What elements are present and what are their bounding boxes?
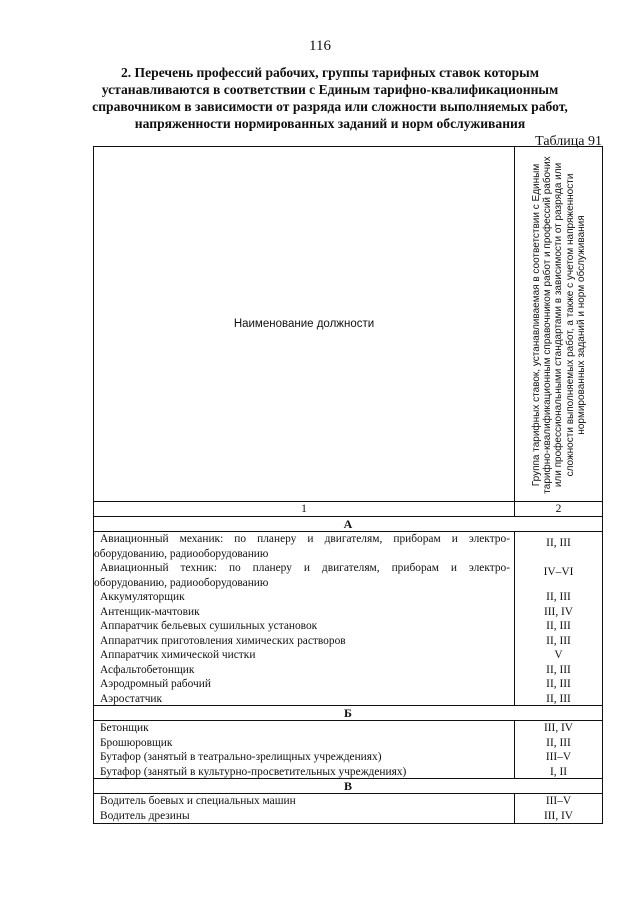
header-position-name: Наименование должности [233,318,375,330]
position-name: Бутафор (занятый в культурно-просветительных учреждениях) [100,765,407,778]
table-row [94,532,602,561]
tariff-group: II, III [514,663,602,678]
table-row [94,634,602,649]
position-name: Антенщик-мачтовик [100,605,200,618]
table-row [94,648,602,663]
tariff-group: II, III [514,590,602,605]
table-header [94,147,602,502]
table-row [94,561,602,590]
table-row [94,692,602,707]
position-name: Аккумуляторщик [100,591,185,603]
tariff-group: V [514,648,602,663]
column-number-2: 2 [514,502,602,516]
position-name: Водитель боевых и специальных машин [100,795,296,807]
table-row [94,736,602,751]
position-name: Брошюровщик [100,736,173,749]
table-row [94,765,602,780]
tariff-group: I, II [514,765,602,780]
table-caption: Таблица 91 [535,134,602,149]
tariff-group: II, III [514,736,602,751]
table-row [94,721,602,736]
header-tariff-group-cell [514,147,602,501]
tariff-group: II, III [514,619,602,634]
tariff-group: IV–VI [514,561,602,590]
position-name: Аппаратчик химической чистки [100,649,256,661]
position-name: Асфальтобетонщик [100,663,195,676]
table-row [94,794,602,809]
position-name: Бутафор (занятый в театрально-зрелищных учреждениях) [100,751,382,763]
tariff-group: III, IV [514,605,602,620]
section-letter-row: А [94,516,602,532]
tariff-group: III, IV [514,721,602,736]
column-number-1: 1 [301,503,307,515]
table-row [94,590,602,605]
position-name: Авиационный техник: по планеру и двигателям, приборам и электро-оборудованию, радиооборудованию [94,562,510,589]
header-tariff-group: Группа тарифных ставок, устанавливаемая в соответствии с Единым тарифно-квалификационным справочником работ и профессий рабочих или профессиональными стандартами в зависимости от разряда или сложности выполняемых работ, а также с учетом напряженности нормированных заданий и норм обслуживания [530,156,587,494]
document-heading: 2. Перечень профессий рабочих, группы тарифных ставок которым устанавливаются в соответствии с Единым тарифно-квалификационным справочником в зависимости от разряда или сложности выполняемых работ, напряженности нормированных заданий и норм обслуживания [92,65,568,131]
tariff-group: II, III [514,692,602,707]
position-name: Авиационный механик: по планеру и двигателям, приборам и электро-оборудованию, радиооборудованию [94,533,510,560]
position-name: Водитель дрезины [100,809,190,822]
position-name: Аэростатчик [100,692,163,705]
table-row [94,750,602,765]
position-name: Аэродромный рабочий [100,678,211,690]
column-number-row [94,502,602,517]
tariff-group: III, IV [514,809,602,824]
table-body [94,517,602,823]
position-name: Аппаратчик приготовления химических растворов [100,634,346,647]
table-row [94,809,602,824]
tariff-group: III–V [514,794,602,809]
section-letter-row: В [94,778,602,794]
page-number: 116 [309,38,331,54]
table-row [94,663,602,678]
tariff-group: III–V [514,750,602,765]
tariff-group: II, III [514,634,602,649]
position-name: Аппаратчик бельевых сушильных установок [100,620,318,632]
professions-table [93,146,603,824]
section-letter-row: Б [94,705,602,721]
tariff-group: II, III [514,677,602,692]
table-row [94,677,602,692]
position-name: Бетонщик [100,722,149,734]
table-row [94,619,602,634]
tariff-group: II, III [514,532,602,561]
table-row [94,605,602,620]
